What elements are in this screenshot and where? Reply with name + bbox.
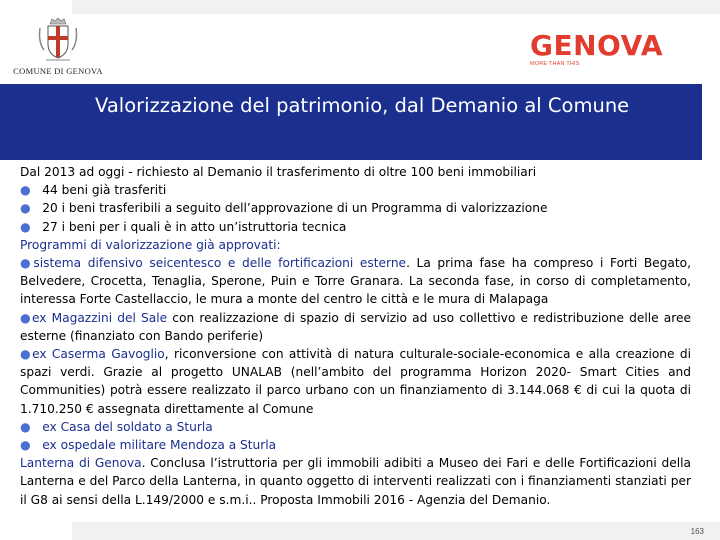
bullet-icon: ● — [20, 347, 33, 362]
program-name: ex Magazzini del Sale — [31, 310, 168, 325]
count-text: 27 i beni per i quali è in atto un’istruttoria tecnica — [42, 219, 347, 234]
slide-title: Valorizzazione del patrimonio, dal Demanio al Comune — [95, 94, 630, 117]
program-text: con realizzazione di spazio di servizio ad uso collettivo e redistribuzione delle aree esterne (finanziato con Bando periferie) — [20, 310, 691, 343]
count-item — [20, 181, 691, 199]
program-item — [20, 254, 691, 309]
bullet-icon: ● — [20, 183, 31, 198]
brand-tagline: MORE THAN THIS — [530, 61, 580, 67]
program-item — [20, 309, 691, 345]
slide-body — [20, 163, 691, 509]
bullet-icon: ● — [20, 201, 31, 216]
comune-di-genova-logo — [12, 16, 104, 80]
brand-name: GENOVA — [530, 29, 664, 62]
count-item — [20, 199, 691, 217]
program-name: ex ospedale militare Mendoza a Sturla — [42, 438, 277, 453]
lanterna-paragraph — [20, 454, 691, 509]
program-item — [20, 436, 691, 454]
title-banner — [0, 84, 702, 160]
program-name: ex Caserma Gavoglio — [32, 347, 165, 362]
program-item — [20, 345, 691, 418]
program-item — [20, 418, 691, 436]
page-number: 163 — [690, 527, 704, 536]
programs-heading: Programmi di valorizzazione già approvati: — [20, 237, 281, 252]
top-strip — [72, 0, 720, 14]
genova-brand-logo — [530, 29, 710, 72]
bullet-icon: ● — [20, 310, 32, 325]
program-text: , riconversione con attività di natura culturale-sociale-economica e alla creazione di spazi verdi. Grazie al progetto UNALAB (nell’ambito del programma Horizon 2020- Smart Cities and Communities) potrà essere realizzato il parco urbano con un finanziamento di 3.144.068 € di cui la quota di 1.710.250 € assegnata direttamente al Comune — [20, 347, 691, 416]
bullet-icon: ● — [20, 256, 34, 271]
count-text: 44 beni già trasferiti — [42, 183, 167, 198]
lanterna-name: Lanterna di Genova — [20, 456, 142, 471]
coat-of-arms-icon — [36, 16, 80, 66]
count-text: 20 i beni trasferibili a seguito dell’approvazione di un Programma di valorizzazione — [42, 201, 548, 216]
program-name: ex Casa del soldato a Sturla — [42, 419, 213, 434]
bullet-icon: ● — [20, 438, 31, 453]
left-logo-caption: COMUNE DI GENOVA — [13, 66, 103, 76]
bottom-strip — [72, 522, 720, 540]
intro-line: Dal 2013 ad oggi - richiesto al Demanio il trasferimento di oltre 100 beni immobiliari — [20, 165, 537, 179]
lanterna-text: . Conclusa l’istruttoria per gli immobili adibiti a Museo dei Fari e delle Fortificazioni della Lanterna e del Parco della Lanterna, in quanto oggetto di interventi realizzati con i finanziamenti stanziati per il G8 ai sensi della L.149/2000 e s.m.i.. Proposta Immobili 2016 - Agenzia del Demanio. — [20, 456, 691, 507]
bullet-icon: ● — [20, 419, 31, 434]
program-name: sistema difensivo seicentesco e delle fortificazioni esterne — [33, 256, 407, 271]
count-item — [20, 218, 691, 236]
bullet-icon: ● — [20, 219, 31, 234]
program-text: . La prima fase ha compreso i Forti Begato, Belvedere, Crocetta, Tenaglia, Sperone, Puin e Torre Granara. La seconda fase, in corso di completamento, interessa Forte Castellaccio, le mura a monte del centro le città e le mura di Malapaga — [20, 256, 691, 307]
